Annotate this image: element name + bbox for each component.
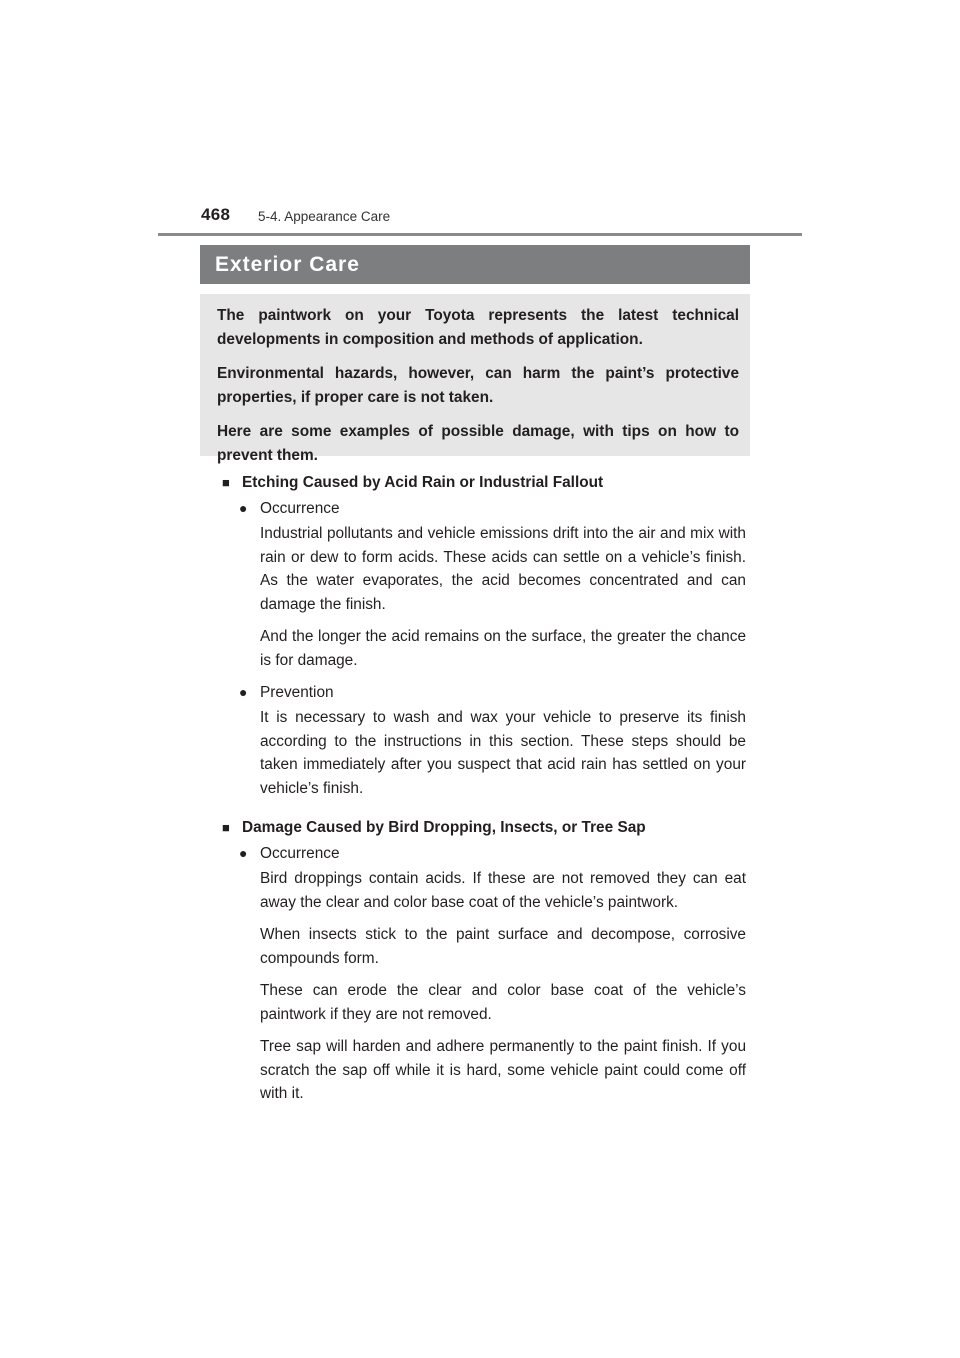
intro-paragraph: Here are some examples of possible damage, with tips on how to prevent them. <box>217 423 739 464</box>
intro-paragraph: Environmental hazards, however, can harm the paint’s protective properties, if proper care is not taken. <box>217 365 739 406</box>
body-paragraph: Industrial pollutants and vehicle emissions drift into the air and mix with rain or dew to form acids. These acids can settle on a vehicle’s finish. As the water evaporates, the acid becomes concentrated and can damage the finish. <box>260 525 746 613</box>
bullet-label: Occurrence <box>260 845 340 862</box>
section-heading <box>222 472 746 494</box>
bullet-item <box>239 842 746 865</box>
content <box>222 472 746 1115</box>
bullet-item <box>239 681 746 704</box>
dot-bullet-icon: ● <box>239 684 248 700</box>
dot-bullet-icon: ● <box>239 845 248 861</box>
header-divider <box>158 233 802 236</box>
body-paragraph: These can erode the clear and color base coat of the vehicle’s paintwork if they are not removed. <box>260 982 746 1023</box>
bullet-item <box>239 497 746 520</box>
section-reference: 5-4. Appearance Care <box>258 209 391 224</box>
bullet-label: Occurrence <box>260 500 340 517</box>
page-number: 468 <box>201 205 231 224</box>
dot-bullet-icon: ● <box>239 500 248 516</box>
section-heading-text: Etching Caused by Acid Rain or Industrial Fallout <box>242 474 604 491</box>
body-paragraph: It is necessary to wash and wax your vehicle to preserve its finish according to the instructions in this section. These steps should be taken immediately after you suspect that acid rain has settled on your vehicle’s finish. <box>260 709 746 797</box>
bullet-label: Prevention <box>260 684 334 701</box>
intro-box <box>200 294 750 464</box>
spacer <box>222 809 746 817</box>
intro-paragraph: The paintwork on your Toyota represents the latest technical developments in composition and methods of application. <box>217 307 739 348</box>
square-bullet-icon: ■ <box>222 820 230 835</box>
body-paragraph: When insects stick to the paint surface and decompose, corrosive compounds form. <box>260 926 746 967</box>
title-bar <box>200 245 750 284</box>
section-heading <box>222 817 746 839</box>
body-paragraph: Tree sap will harden and adhere permanently to the paint finish. If you scratch the sap off while it is hard, some vehicle paint could come off with it. <box>260 1038 746 1102</box>
body-paragraph: And the longer the acid remains on the surface, the greater the chance is for damage. <box>260 628 746 669</box>
section-heading-text: Damage Caused by Bird Dropping, Insects, or Tree Sap <box>242 819 646 836</box>
body-paragraph: Bird droppings contain acids. If these are not removed they can eat away the clear and color base coat of the vehicle’s paintwork. <box>260 870 746 911</box>
page-title: Exterior Care <box>215 252 360 276</box>
square-bullet-icon: ■ <box>222 475 230 490</box>
